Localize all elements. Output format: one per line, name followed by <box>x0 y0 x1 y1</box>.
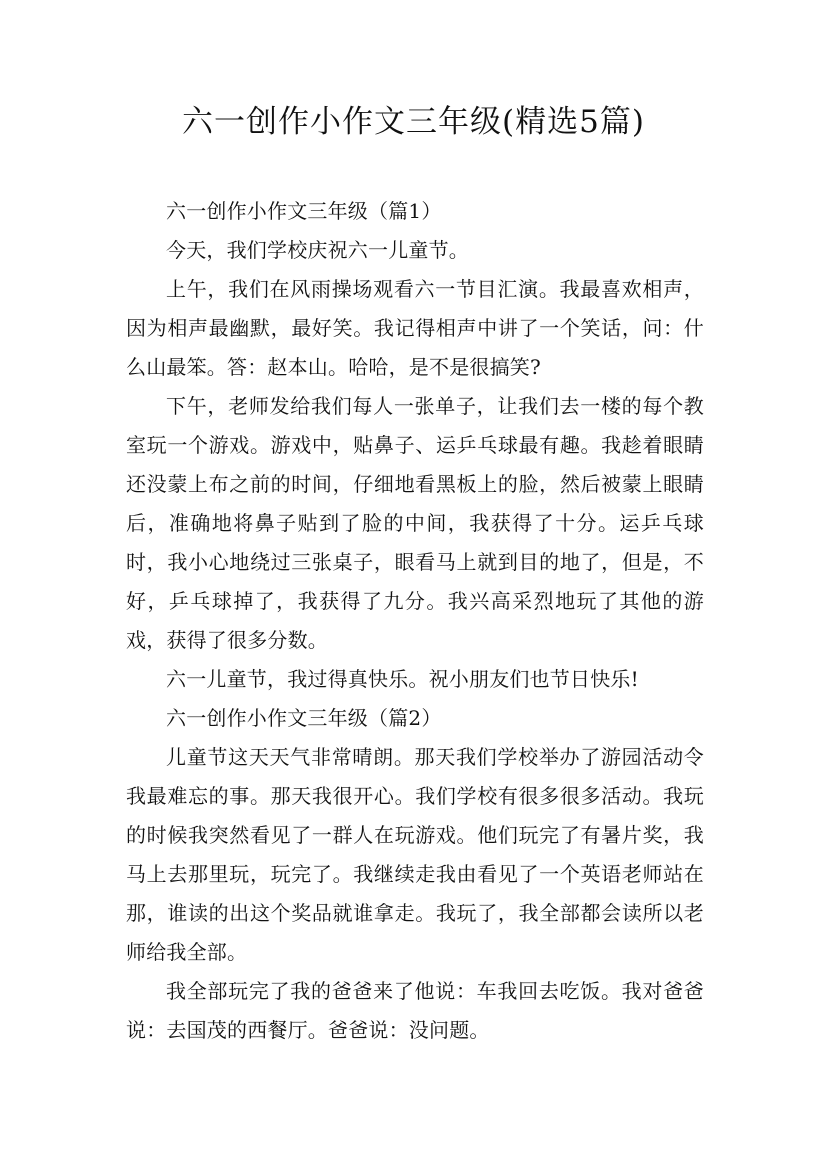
paragraph: 今天，我们学校庆祝六一儿童节。 <box>166 238 469 262</box>
paragraph: 下午，老师发给我们每人一张单子，让我们去一楼的每个教室玩一个游戏。游戏中，贴鼻子、运乒乓球最有趣。我趁着眼睛还没蒙上布之前的时间，仔细地看黑板上的脸，然后被蒙上眼睛后，准确地将鼻子贴到了脸的中间，我获得了十分。运乒乓球时，我小心地绕过三张桌子，眼看马上就到目的地了，但是，不好，乒乓球掉了，我获得了九分。我兴高采烈地玩了其他的游戏，获得了很多分数。 <box>126 394 704 652</box>
paragraph: 上午，我们在风雨操场观看六一节目汇演。我最喜欢相声，因为相声最幽默，最好笑。我记得相声中讲了一个笑话，问：什么山最笨。答：赵本山。哈哈，是不是很搞笑? <box>126 277 704 379</box>
section-heading-2: 六一创作小作文三年级（篇2） <box>166 706 442 730</box>
paragraph: 六一儿童节，我过得真快乐。祝小朋友们也节日快乐! <box>166 667 639 691</box>
paragraph: 儿童节这天天气非常晴朗。那天我们学校举办了游园活动令我最难忘的事。那天我很开心。我们学校有很多很多活动。我玩的时候我突然看见了一群人在玩游戏。他们玩完了有暑片奖，我马上去那里玩，玩完了。我继续走我由看见了一个英语老师站在那，谁读的出这个奖品就谁拿走。我玩了，我全部都会读所以老师给我全部。 <box>126 745 704 964</box>
document-body <box>126 192 704 1050</box>
section-heading-1: 六一创作小作文三年级（篇1） <box>166 199 442 223</box>
document-title: 六一创作小作文三年级(精选5篇) <box>182 104 645 140</box>
paragraph: 我全部玩完了我的爸爸来了他说：车我回去吃饭。我对爸爸说：去国茂的西餐厅。爸爸说：没问题。 <box>126 979 704 1042</box>
